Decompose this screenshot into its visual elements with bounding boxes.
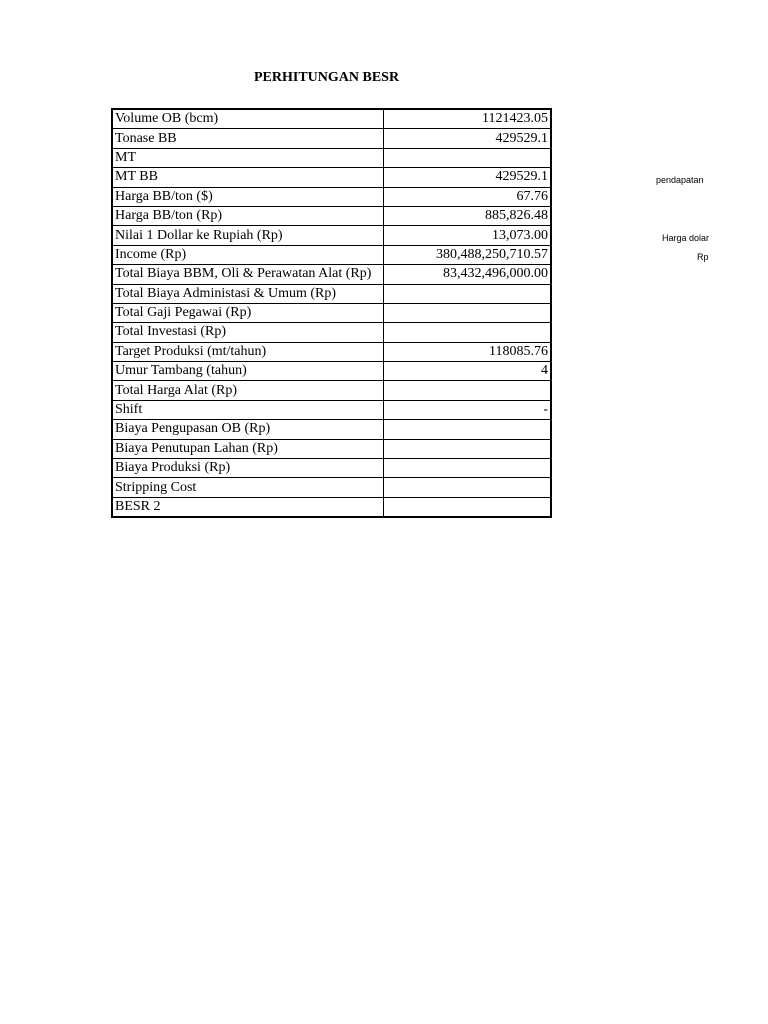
row-label[interactable]: Biaya Pengupasan OB (Rp) [112, 420, 384, 439]
row-value[interactable] [384, 381, 552, 400]
table-row [112, 478, 551, 497]
row-value[interactable]: 67.76 [384, 187, 552, 206]
row-value[interactable]: 380,488,250,710.57 [384, 245, 552, 264]
table-row [112, 148, 551, 167]
row-label[interactable]: Biaya Penutupan Lahan (Rp) [112, 439, 384, 458]
row-label[interactable]: Total Gaji Pegawai (Rp) [112, 303, 384, 322]
row-value[interactable]: 4 [384, 362, 552, 381]
row-value[interactable] [384, 497, 552, 517]
row-label[interactable]: Biaya Produksi (Rp) [112, 459, 384, 478]
row-label[interactable]: BESR 2 [112, 497, 384, 517]
table-row [112, 381, 551, 400]
row-value[interactable]: 429529.1 [384, 129, 552, 148]
row-value[interactable]: 118085.76 [384, 342, 552, 361]
row-label[interactable]: Shift [112, 400, 384, 419]
row-label[interactable]: Stripping Cost [112, 478, 384, 497]
row-value[interactable]: 13,073.00 [384, 226, 552, 245]
row-value[interactable] [384, 323, 552, 342]
page-title: PERHITUNGAN BESR [254, 70, 400, 85]
table-row [112, 459, 551, 478]
table-row [112, 129, 551, 148]
table-row [112, 323, 551, 342]
table-row [112, 265, 551, 284]
table-row [112, 226, 551, 245]
row-value[interactable] [384, 284, 552, 303]
row-value[interactable] [384, 303, 552, 322]
table-row [112, 109, 551, 129]
row-label[interactable]: Harga BB/ton (Rp) [112, 206, 384, 225]
side-note-rp: Rp [697, 252, 709, 262]
besr-table [111, 108, 552, 518]
row-value[interactable]: 83,432,496,000.00 [384, 265, 552, 284]
row-value[interactable]: 885,826.48 [384, 206, 552, 225]
row-label[interactable]: Total Investasi (Rp) [112, 323, 384, 342]
row-value[interactable] [384, 420, 552, 439]
table-row [112, 400, 551, 419]
row-value[interactable]: 429529.1 [384, 168, 552, 187]
row-label[interactable]: Total Biaya Administasi & Umum (Rp) [112, 284, 384, 303]
table-row [112, 284, 551, 303]
row-label[interactable]: MT [112, 148, 384, 167]
row-label[interactable]: Umur Tambang (tahun) [112, 362, 384, 381]
table-row [112, 439, 551, 458]
table-row [112, 245, 551, 264]
table-row [112, 497, 551, 517]
table-row [112, 168, 551, 187]
row-label[interactable]: Total Biaya BBM, Oli & Perawatan Alat (Rp) [112, 265, 384, 284]
row-label[interactable]: Harga BB/ton ($) [112, 187, 384, 206]
row-label[interactable]: Tonase BB [112, 129, 384, 148]
row-value[interactable] [384, 478, 552, 497]
row-value[interactable] [384, 148, 552, 167]
table-row [112, 362, 551, 381]
side-note-harga-dolar: Harga dolar [662, 233, 710, 243]
row-value[interactable] [384, 439, 552, 458]
row-value[interactable]: - [384, 400, 552, 419]
side-note-pendapatan: pendapatan [656, 175, 704, 185]
row-label[interactable]: Volume OB (bcm) [112, 109, 384, 129]
table-row [112, 420, 551, 439]
row-label[interactable]: MT BB [112, 168, 384, 187]
table-row [112, 187, 551, 206]
row-value[interactable] [384, 459, 552, 478]
row-label[interactable]: Nilai 1 Dollar ke Rupiah (Rp) [112, 226, 384, 245]
row-label[interactable]: Total Harga Alat (Rp) [112, 381, 384, 400]
row-label[interactable]: Income (Rp) [112, 245, 384, 264]
row-value[interactable]: 1121423.05 [384, 109, 552, 129]
table-row [112, 303, 551, 322]
table-row [112, 206, 551, 225]
row-label[interactable]: Target Produksi (mt/tahun) [112, 342, 384, 361]
table-row [112, 342, 551, 361]
